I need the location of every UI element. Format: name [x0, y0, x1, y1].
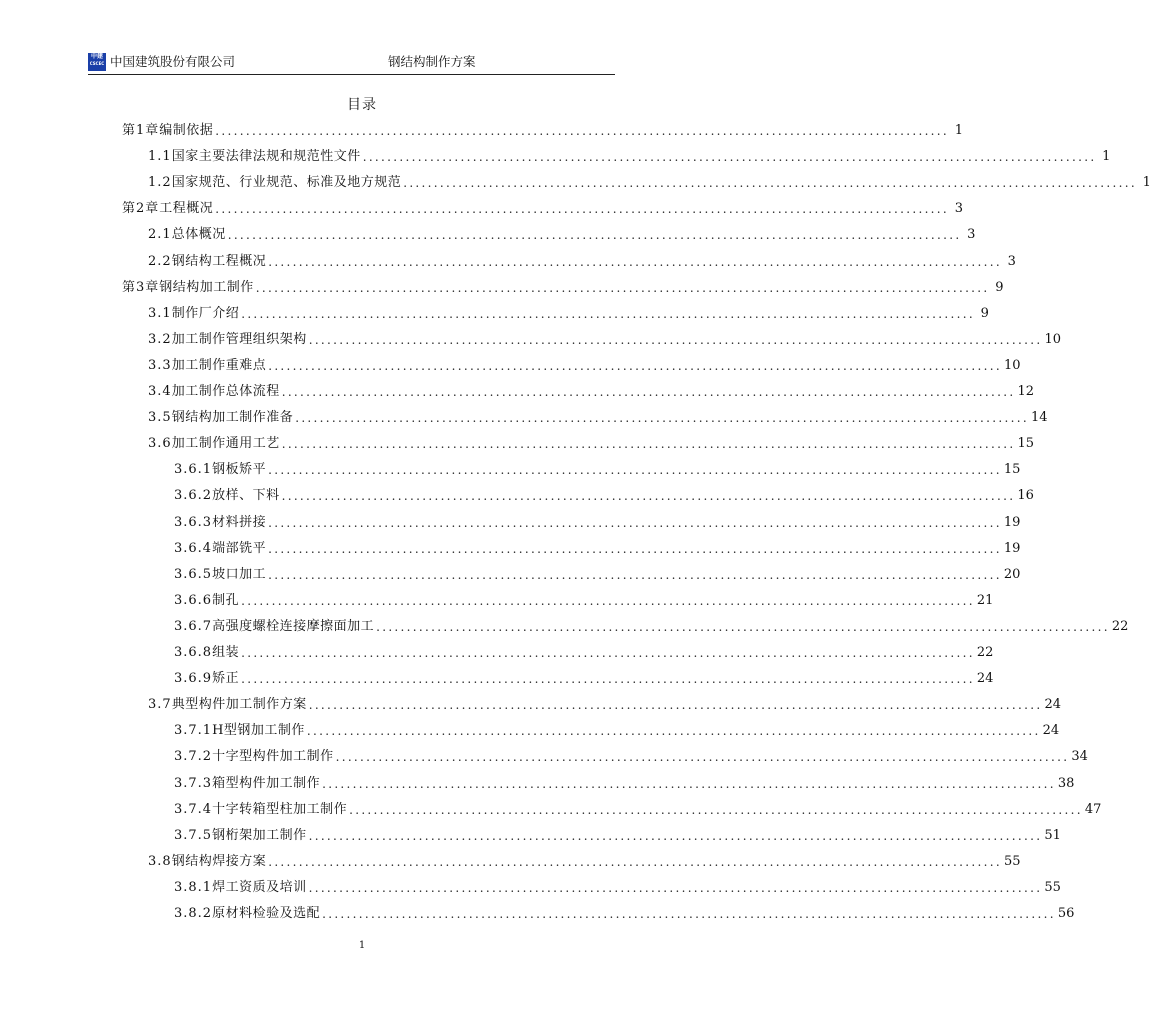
- toc-entry-page: 22: [976, 645, 994, 660]
- toc-entry-number: 3.6.9: [174, 671, 213, 687]
- toc-leader-dots: ........................................................................................................................: [255, 280, 990, 295]
- toc-entry-title: 钢结构焊接方案: [171, 853, 267, 869]
- toc-leader-dots: ........................................................................................................................: [268, 567, 1002, 582]
- toc-entry[interactable]: [174, 901, 1075, 921]
- toc-entry-title: 钢桁架加工制作: [212, 827, 307, 843]
- toc-entry[interactable]: [148, 692, 1061, 713]
- toc-entry[interactable]: [174, 744, 1088, 765]
- logo-text-bottom: CSCEC: [89, 61, 105, 66]
- toc-entry-title: 端部铣平: [212, 540, 267, 556]
- toc-leader-dots: ........................................................................................................................: [281, 489, 1016, 504]
- toc-entry-page: 3: [954, 201, 964, 217]
- toc-entry[interactable]: [122, 118, 964, 138]
- toc-leader-dots: ........................................................................................................................: [335, 750, 1070, 765]
- toc-entry-title: 制作厂介绍: [171, 305, 240, 321]
- toc-entry-title: 矫正: [212, 671, 240, 687]
- toc-entry-page: 51: [1044, 827, 1061, 843]
- toc-entry[interactable]: [174, 614, 1129, 634]
- toc-entry-number: 3.6.2: [174, 488, 213, 504]
- toc-entry-title: 坡口加工: [212, 566, 267, 582]
- toc-leader-dots: ........................................................................................................................: [268, 254, 1002, 269]
- toc-entry-title: 钢板矫平: [212, 462, 267, 478]
- company-name: 中国建筑股份有限公司: [110, 54, 236, 69]
- toc-entry-title: 编制依据: [159, 123, 214, 138]
- toc-entry-number: 第1章: [122, 123, 160, 138]
- toc-entry-page: 3: [967, 227, 976, 243]
- toc-leader-dots: ........................................................................................................................: [349, 802, 1083, 817]
- toc-entry-number: 1.2: [148, 175, 172, 191]
- toc-entry-number: 3.6.5: [174, 566, 213, 582]
- toc-entry-page: 9: [980, 305, 989, 321]
- toc-entry-number: 3.8.1: [174, 879, 213, 895]
- toc-leader-dots: ........................................................................................................................: [308, 880, 1043, 895]
- toc-entry[interactable]: [174, 771, 1075, 791]
- toc-entry-title: 焊工资质及培训: [212, 879, 307, 895]
- toc-entry-page: 3: [1007, 253, 1016, 269]
- toc-entry-number: 3.7.5: [174, 827, 213, 843]
- toc-heading: 目录: [347, 97, 377, 113]
- toc-entry-number: 1.1: [148, 149, 172, 165]
- toc-entry[interactable]: [148, 849, 1021, 869]
- toc-entry-title: 加工制作通用工艺: [171, 436, 280, 452]
- toc-leader-dots: ........................................................................................................................: [268, 541, 1002, 556]
- toc-entry-page: 20: [1003, 566, 1021, 582]
- toc-entry-number: 3.6: [148, 436, 172, 452]
- toc-entry[interactable]: [174, 797, 1102, 817]
- toc-entry-number: 3.7: [148, 697, 172, 713]
- toc-entry-number: 3.7.1: [174, 723, 213, 739]
- toc-entry[interactable]: [174, 536, 1021, 556]
- toc-leader-dots: ........................................................................................................................: [306, 724, 1041, 739]
- toc-entry-page: 24: [976, 671, 994, 687]
- toc-entry[interactable]: [148, 379, 1034, 399]
- toc-entry-number: 第2章: [122, 201, 160, 217]
- document-title: 钢结构制作方案: [388, 54, 476, 69]
- toc-entry-title: 十字型构件加工制作: [212, 749, 334, 765]
- toc-entry-page: 12: [1017, 384, 1034, 399]
- toc-entry-title: H型钢加工制作: [212, 723, 305, 739]
- toc-leader-dots: ........................................................................................................................: [281, 385, 1016, 399]
- toc-entry-page: 1: [954, 123, 964, 138]
- toc-leader-dots: ........................................................................................................................: [227, 228, 962, 243]
- toc-entry[interactable]: [148, 405, 1048, 426]
- toc-entry[interactable]: [174, 666, 994, 687]
- toc-leader-dots: ........................................................................................................................: [308, 698, 1043, 713]
- toc-leader-dots: ........................................................................................................................: [241, 672, 975, 687]
- logo-text-top: 中建: [90, 53, 103, 60]
- toc-leader-dots: ........................................................................................................................: [241, 306, 975, 321]
- toc-entry[interactable]: [148, 144, 1111, 165]
- toc-entry-page: 24: [1044, 697, 1061, 713]
- toc-entry-page: 56: [1057, 906, 1075, 921]
- toc-entry-number: 3.6.8: [174, 645, 213, 660]
- toc-leader-dots: ........................................................................................................................: [308, 828, 1043, 843]
- toc-leader-dots: ........................................................................................................................: [268, 358, 1002, 373]
- toc-entry-title: 高强度螺栓连接摩擦面加工: [212, 618, 375, 634]
- toc-entry-number: 3.6.6: [174, 592, 213, 608]
- toc-entry-page: 19: [1003, 514, 1021, 530]
- toc-entry[interactable]: [174, 718, 1060, 739]
- toc-entry-title: 组装: [212, 645, 240, 660]
- toc-entry-number: 3.8: [148, 853, 172, 869]
- toc-entry-title: 国家规范、行业规范、标准及地方规范: [171, 175, 402, 191]
- toc-entry-title: 材料拼接: [212, 514, 267, 530]
- toc-entry-page: 15: [1003, 462, 1021, 478]
- toc-entry-page: 1: [1102, 149, 1111, 165]
- toc-entry-title: 加工制作重难点: [171, 357, 267, 373]
- toc-entry-number: 2.2: [148, 253, 172, 269]
- toc-entry-page: 34: [1071, 749, 1088, 765]
- toc-entry-number: 3.1: [148, 305, 172, 321]
- toc-entry-page: 19: [1003, 540, 1021, 556]
- toc-leader-dots: ........................................................................................................................: [295, 411, 1029, 426]
- toc-entry-page: 1: [1142, 175, 1151, 191]
- toc-entry[interactable]: [174, 457, 1021, 478]
- toc-entry[interactable]: [148, 301, 989, 321]
- toc-entry[interactable]: [148, 222, 976, 243]
- toc-entry-page: 22: [1111, 618, 1129, 634]
- toc-entry-page: 15: [1017, 436, 1034, 452]
- toc-entry-title: 钢结构加工制作: [159, 279, 254, 295]
- toc-entry-page: 24: [1042, 723, 1060, 739]
- toc-entry-number: 3.6.3: [174, 514, 213, 530]
- toc-entry-title: 钢结构加工制作准备: [171, 410, 294, 426]
- toc-entry-page: 9: [995, 279, 1004, 295]
- toc-entry-number: 3.8.2: [174, 906, 213, 921]
- page-number-footer: 1: [358, 940, 366, 951]
- toc-entry[interactable]: [174, 483, 1034, 504]
- toc-entry-page: 38: [1057, 775, 1075, 791]
- toc-leader-dots: ........................................................................................................................: [268, 854, 1002, 869]
- toc-entry-number: 3.7.3: [174, 775, 213, 791]
- toc-leader-dots: ........................................................................................................................: [281, 437, 1016, 452]
- toc-entry-number: 3.7.4: [174, 801, 213, 817]
- toc-leader-dots: ........................................................................................................................: [241, 593, 975, 608]
- toc-entry-page: 47: [1084, 801, 1102, 817]
- toc-entry[interactable]: [122, 196, 964, 217]
- toc-entry[interactable]: [174, 640, 994, 660]
- toc-entry-title: 十字转箱型柱加工制作: [212, 801, 348, 817]
- toc-entry[interactable]: [148, 431, 1034, 452]
- toc-leader-dots: ........................................................................................................................: [362, 150, 1097, 165]
- toc-entry[interactable]: [174, 875, 1061, 895]
- toc-entry-page: 21: [976, 592, 994, 608]
- toc-entry[interactable]: [148, 249, 1016, 269]
- toc-entry-page: 14: [1030, 410, 1048, 426]
- toc-leader-dots: ........................................................................................................................: [215, 124, 950, 138]
- toc-entry[interactable]: [148, 327, 1061, 347]
- toc-entry-number: 3.5: [148, 410, 172, 426]
- toc-leader-dots: ........................................................................................................................: [268, 515, 1002, 530]
- toc-entry-number: 3.6.7: [174, 618, 213, 634]
- toc-entry-number: 3.2: [148, 331, 172, 347]
- toc-entry-title: 加工制作总体流程: [171, 384, 280, 399]
- toc-entry[interactable]: [148, 170, 1151, 191]
- toc-entry-number: 2.1: [148, 227, 172, 243]
- company-logo: [88, 53, 106, 71]
- toc-entry-page: 10: [1003, 357, 1021, 373]
- toc-entry-number: 3.6.1: [174, 462, 213, 478]
- toc-entry-number: 第3章: [122, 279, 160, 295]
- toc-leader-dots: ........................................................................................................................: [215, 202, 950, 217]
- toc-entry-number: 3.3: [148, 357, 172, 373]
- toc-entry-title: 工程概况: [159, 201, 214, 217]
- toc-entry-title: 加工制作管理组织架构: [171, 331, 307, 347]
- toc-entry-title: 典型构件加工制作方案: [171, 697, 307, 713]
- page-header: [88, 50, 615, 75]
- toc-entry-title: 总体概况: [171, 227, 226, 243]
- toc-entry-title: 钢结构工程概况: [171, 253, 267, 269]
- toc-leader-dots: ........................................................................................................................: [322, 907, 1056, 921]
- toc-leader-dots: ........................................................................................................................: [403, 176, 1137, 191]
- toc-entry-page: 55: [1044, 879, 1061, 895]
- toc-entry-page: 16: [1017, 488, 1034, 504]
- toc-entry-number: 3.6.4: [174, 540, 213, 556]
- toc-entry-page: 10: [1044, 331, 1061, 347]
- toc-entry-page: 55: [1003, 853, 1021, 869]
- toc-leader-dots: ........................................................................................................................: [376, 619, 1110, 634]
- toc-entry[interactable]: [174, 510, 1021, 530]
- toc-entry-number: 3.7.2: [174, 749, 213, 765]
- toc-entry-title: 原材料检验及选配: [212, 906, 321, 921]
- toc-entry[interactable]: [122, 275, 1004, 295]
- toc-leader-dots: ........................................................................................................................: [322, 776, 1056, 791]
- toc-leader-dots: ........................................................................................................................: [241, 646, 975, 660]
- toc-entry[interactable]: [174, 823, 1061, 843]
- toc-entry-title: 制孔: [212, 592, 240, 608]
- toc-entry[interactable]: [148, 353, 1021, 373]
- toc-entry-title: 箱型构件加工制作: [212, 775, 321, 791]
- toc-entry-number: 3.4: [148, 384, 172, 399]
- toc-entry-title: 国家主要法律法规和规范性文件: [171, 149, 361, 165]
- toc-entry[interactable]: [174, 562, 1021, 582]
- toc-leader-dots: ........................................................................................................................: [308, 332, 1043, 347]
- toc-entry[interactable]: [174, 588, 994, 608]
- toc-leader-dots: ........................................................................................................................: [268, 463, 1002, 478]
- toc-entry-title: 放样、下料: [212, 488, 280, 504]
